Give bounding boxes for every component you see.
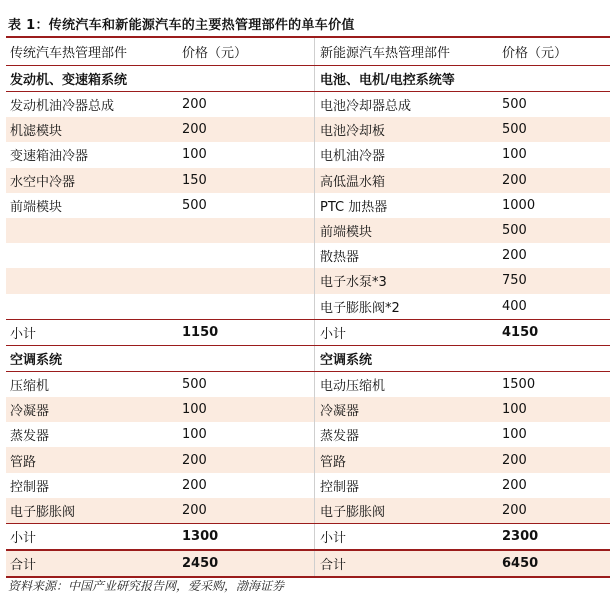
- left-part-name: 水空中冷器: [10, 174, 76, 190]
- header-traditional-price: 价格（元）: [182, 46, 248, 61]
- subtotal-row: [6, 319, 610, 346]
- right-part-price: 200: [502, 502, 527, 518]
- left-part-price: 200: [182, 97, 207, 113]
- table-row: [6, 397, 610, 422]
- column-divider: [314, 38, 315, 65]
- table-row: [6, 243, 610, 268]
- left-part-price: 100: [182, 147, 207, 163]
- left-part-price: 150: [182, 172, 207, 188]
- source-note: 资料来源：中国产业研究报告网，爱采购，渤海证券: [8, 579, 285, 593]
- subtotal-label: 小计: [10, 326, 37, 342]
- section-title-ac-traditional: 空调系统: [10, 352, 63, 368]
- right-part-name: 电动压缩机: [320, 378, 386, 394]
- section-row: [6, 346, 610, 372]
- column-divider: [314, 117, 315, 142]
- left-part-price: 200: [182, 452, 207, 468]
- right-part-name: 电子水泵*3: [320, 275, 387, 291]
- left-part-price: 200: [182, 477, 207, 493]
- left-part-name: 管路: [10, 454, 37, 470]
- left-part-price: 200: [182, 122, 207, 138]
- subtotal-value: 2300: [502, 529, 539, 545]
- right-part-price: 100: [502, 402, 527, 418]
- column-divider: [314, 243, 315, 268]
- right-part-name: 电机油冷器: [320, 149, 386, 165]
- column-divider: [314, 447, 315, 472]
- right-part-price: 500: [502, 97, 527, 113]
- right-part-price: 100: [502, 147, 527, 163]
- right-part-name: 电池冷却器总成: [320, 99, 412, 115]
- right-part-name: 冷凝器: [320, 404, 360, 420]
- total-value: 6450: [502, 556, 539, 572]
- column-divider: [314, 92, 315, 117]
- left-part-name: 冷凝器: [10, 404, 50, 420]
- table-row: [6, 193, 610, 218]
- left-part-name: 前端模块: [10, 199, 63, 215]
- left-part-price: 200: [182, 502, 207, 518]
- column-divider: [314, 193, 315, 218]
- right-part-name: PTC 加热器: [320, 199, 388, 215]
- column-divider: [314, 498, 315, 523]
- table-row: [6, 117, 610, 142]
- column-divider: [314, 218, 315, 243]
- total-label: 合计: [10, 558, 37, 574]
- section-title-battery: 电池、电机/电控系统等: [320, 73, 455, 88]
- right-part-price: 100: [502, 427, 527, 443]
- table-row: [6, 372, 610, 397]
- left-part-name: 机滤模块: [10, 124, 63, 140]
- right-part-name: 电池冷却板: [320, 124, 386, 140]
- right-part-price: 500: [502, 223, 527, 239]
- right-part-name: 前端模块: [320, 225, 373, 241]
- section-row: [6, 66, 610, 92]
- left-part-name: 电子膨胀阀: [10, 504, 76, 520]
- subtotal-row: [6, 523, 610, 550]
- column-divider: [314, 294, 315, 319]
- total-label: 合计: [320, 558, 347, 574]
- left-part-price: 100: [182, 427, 207, 443]
- column-divider: [314, 66, 315, 91]
- table-row: [6, 218, 610, 243]
- right-part-price: 1500: [502, 376, 536, 392]
- table-row: [6, 422, 610, 447]
- left-part-name: 发动机油冷器总成: [10, 99, 115, 115]
- total-row: [6, 550, 610, 578]
- column-divider: [314, 320, 315, 345]
- right-part-price: 200: [502, 248, 527, 264]
- header-nev-price: 价格（元）: [502, 46, 568, 61]
- column-divider: [314, 372, 315, 397]
- table-row: [6, 498, 610, 523]
- column-divider: [314, 168, 315, 193]
- right-part-name: 电子膨胀阀: [320, 504, 386, 520]
- table-row: [6, 142, 610, 167]
- column-divider: [314, 268, 315, 293]
- right-part-name: 管路: [320, 454, 347, 470]
- left-part-price: 100: [182, 402, 207, 418]
- column-divider: [314, 422, 315, 447]
- right-part-name: 控制器: [320, 479, 360, 495]
- header-nev-parts: 新能源汽车热管理部件: [320, 46, 451, 61]
- left-part-price: 500: [182, 197, 207, 213]
- table-row: [6, 168, 610, 193]
- value-table: [6, 36, 610, 578]
- left-part-price: 500: [182, 376, 207, 392]
- left-part-name: 控制器: [10, 479, 50, 495]
- right-part-price: 1000: [502, 197, 536, 213]
- right-part-price: 200: [502, 172, 527, 188]
- column-divider: [314, 473, 315, 498]
- subtotal-label: 小计: [320, 326, 347, 342]
- right-part-price: 400: [502, 298, 527, 314]
- section-title-ac-nev: 空调系统: [320, 352, 373, 368]
- subtotal-value: 4150: [502, 324, 539, 340]
- column-divider: [314, 346, 315, 371]
- subtotal-value: 1300: [182, 529, 219, 545]
- subtotal-label: 小计: [320, 531, 347, 547]
- table-row: [6, 92, 610, 117]
- header-traditional-parts: 传统汽车热管理部件: [10, 46, 128, 61]
- right-part-price: 750: [502, 273, 527, 289]
- left-part-name: 蒸发器: [10, 429, 50, 445]
- section-title-engine: 发动机、变速箱系统: [10, 73, 128, 88]
- table-row: [6, 473, 610, 498]
- subtotal-value: 1150: [182, 324, 219, 340]
- total-value: 2450: [182, 556, 219, 572]
- table-row: [6, 447, 610, 472]
- table-title: 表 1：传统汽车和新能源汽车的主要热管理部件的单车价值: [8, 18, 355, 33]
- table-row: [6, 268, 610, 293]
- right-part-name: 蒸发器: [320, 429, 360, 445]
- right-part-price: 200: [502, 477, 527, 493]
- column-divider: [314, 397, 315, 422]
- right-part-price: 200: [502, 452, 527, 468]
- column-divider: [314, 524, 315, 549]
- right-part-name: 高低温水箱: [320, 174, 386, 190]
- column-divider: [314, 142, 315, 167]
- left-part-name: 变速箱油冷器: [10, 149, 89, 165]
- left-part-name: 压缩机: [10, 378, 50, 394]
- table-row: [6, 294, 610, 319]
- subtotal-label: 小计: [10, 531, 37, 547]
- right-part-name: 电子膨胀阀*2: [320, 300, 400, 316]
- right-part-price: 500: [502, 122, 527, 138]
- right-part-name: 散热器: [320, 250, 360, 266]
- table-header-row: [6, 36, 610, 66]
- column-divider: [314, 551, 315, 576]
